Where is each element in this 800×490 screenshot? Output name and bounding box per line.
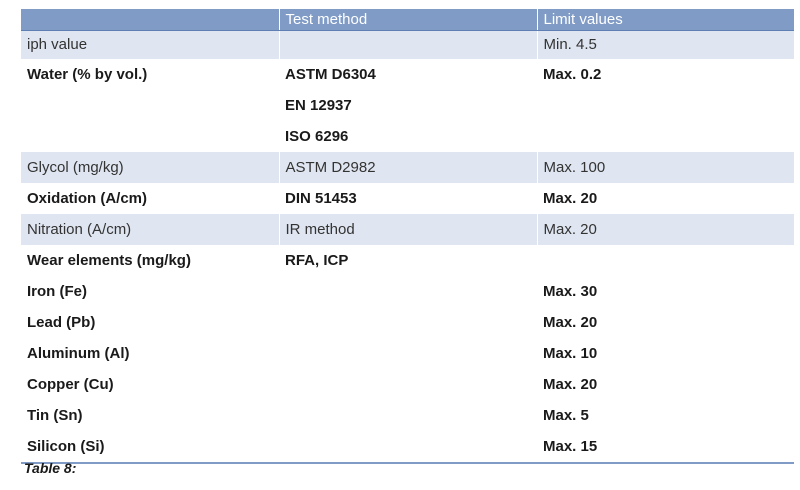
cell-limit-value: Max. 100 xyxy=(537,152,794,183)
cell-limit-value: Max. 30 xyxy=(543,282,598,300)
table-row xyxy=(21,245,794,276)
table-row xyxy=(21,276,794,307)
limit-values-table-container xyxy=(21,9,794,464)
cell-parameter: Tin (Sn) xyxy=(27,406,83,424)
cell-test-method: ASTM D2982 xyxy=(279,152,537,183)
table-row xyxy=(21,214,794,245)
cell-limit-value: Max. 20 xyxy=(543,313,598,331)
cell-test-method: RFA, ICP xyxy=(285,251,349,269)
cell-test-method: DIN 51453 xyxy=(285,189,357,207)
table-row xyxy=(21,369,794,400)
cell-test-method xyxy=(279,431,537,463)
cell-limit-value: Max. 15 xyxy=(537,431,794,463)
cell-parameter xyxy=(21,90,279,121)
cell-limit-value: Max. 20 xyxy=(537,214,794,245)
limit-values-table xyxy=(21,9,794,464)
table-row xyxy=(21,31,794,60)
cell-limit-value xyxy=(537,245,794,276)
table-row xyxy=(21,431,794,463)
cell-parameter: Copper (Cu) xyxy=(27,375,114,393)
cell-limit-value xyxy=(537,121,794,152)
table-row xyxy=(21,90,794,121)
cell-test-method xyxy=(279,307,537,338)
header-test-method: Test method xyxy=(279,9,537,31)
cell-limit-value: Max. 0.2 xyxy=(543,65,602,83)
table-row xyxy=(21,183,794,214)
table-row xyxy=(21,59,794,90)
cell-limit-value: Max. 5 xyxy=(543,406,589,424)
table-header-row xyxy=(21,9,794,31)
cell-test-method xyxy=(279,369,537,400)
table-caption: Table 8: xyxy=(24,460,77,476)
table-row xyxy=(21,121,794,152)
table-row xyxy=(21,307,794,338)
cell-limit-value: Max. 10 xyxy=(543,344,598,362)
cell-limit-value: Max. 20 xyxy=(543,189,598,207)
cell-limit-value: Min. 4.5 xyxy=(537,31,794,60)
table-row xyxy=(21,400,794,431)
cell-test-method xyxy=(279,338,537,369)
cell-test-method xyxy=(279,31,537,60)
table-body xyxy=(21,31,794,464)
table-row xyxy=(21,338,794,369)
cell-test-method xyxy=(279,400,537,431)
cell-parameter: Glycol (mg/kg) xyxy=(21,152,279,183)
cell-test-method: IR method xyxy=(279,214,537,245)
cell-limit-value: Max. 20 xyxy=(543,375,598,393)
cell-parameter: Oxidation (A/cm) xyxy=(27,189,148,207)
cell-limit-value xyxy=(537,90,794,121)
header-parameter xyxy=(21,9,279,31)
cell-test-method xyxy=(279,276,537,307)
cell-parameter: Water (% by vol.) xyxy=(27,65,148,83)
cell-test-method: ISO 6296 xyxy=(285,127,349,145)
header-limit-values: Limit values xyxy=(537,9,794,31)
cell-parameter: iph value xyxy=(21,31,279,60)
cell-parameter: Nitration (A/cm) xyxy=(21,214,279,245)
cell-parameter: Iron (Fe) xyxy=(27,282,87,300)
cell-parameter xyxy=(21,121,279,152)
cell-test-method: EN 12937 xyxy=(285,96,352,114)
cell-parameter: Aluminum (Al) xyxy=(27,344,130,362)
table-row xyxy=(21,152,794,183)
cell-parameter: Silicon (Si) xyxy=(21,431,279,463)
cell-parameter: Lead (Pb) xyxy=(27,313,96,331)
cell-test-method: ASTM D6304 xyxy=(285,65,376,83)
cell-parameter: Wear elements (mg/kg) xyxy=(27,251,191,269)
